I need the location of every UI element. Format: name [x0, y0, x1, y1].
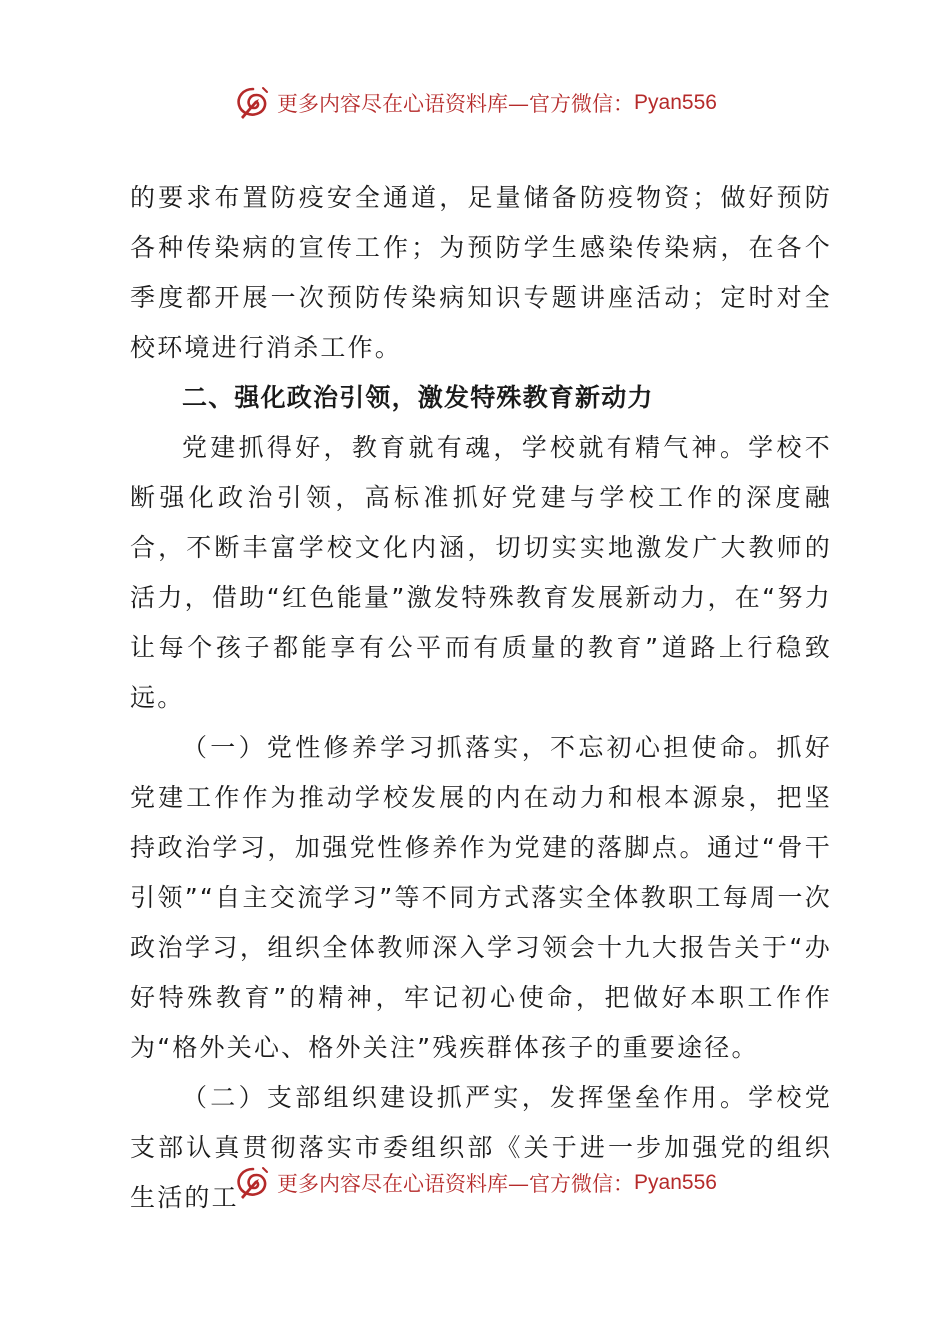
footer-banner: [0, 1158, 950, 1208]
paragraph-subsection-1: （一）党性修养学习抓落实，不忘初心担使命。抓好党建工作作为推动学校发展的内在动力和根本源泉，把坚持政治学习，加强党性修养作为党建的落脚点。通过“骨干引领”“自主交流学习”等不同方式落实全体教职工每周一次政治学习，组织全体教师深入学习领会十九大报告关于“办好特殊教育”的精神，牢记初心使命，把做好本职工作作为“格外关心、格外关注”残疾群体孩子的重要途径。: [130, 733, 832, 1062]
quill-swirl-icon: [233, 1163, 273, 1203]
paragraph-party-building: 党建抓得好，教育就有魂，学校就有精气神。学校不断强化政治引领，高标准抓好党建与学校工作的深度融合，不断丰富学校文化内涵，切切实实地激发广大教师的活力，借助“红色能量”激发特殊教育发展新动力，在“努力让每个孩子都能享有公平而有质量的教育”道路上行稳致远。: [130, 433, 832, 712]
banner-wechat-id: Pyan556: [634, 1171, 717, 1194]
banner-title: 更多内容尽在心语资料库: [277, 1172, 509, 1196]
section-heading-2: 二、强化政治引领，激发特殊教育新动力: [182, 383, 654, 412]
banner-wechat-id: Pyan556: [634, 91, 717, 114]
paragraph-continuation: 的要求布置防疫安全通道，足量储备防疫物资；做好预防各种传染病的宣传工作；为预防学生感染传染病，在各个季度都开展一次预防传染病知识专题讲座活动；定时对全校环境进行消杀工作。: [130, 183, 832, 362]
header-banner: [0, 78, 950, 128]
quill-swirl-icon: [233, 83, 273, 123]
banner-title: 更多内容尽在心语资料库: [277, 92, 509, 116]
banner-wechat-label: —官方微信：: [508, 92, 635, 116]
banner-wechat-label: —官方微信：: [508, 1172, 635, 1196]
document-body: [130, 173, 832, 1223]
paragraph-subsection-2: （二）支部组织建设抓严实，发挥堡垒作用。学校党支部认真贯彻落实市委组织部《关于进一步加强党的组织生活的工: [130, 1083, 832, 1212]
